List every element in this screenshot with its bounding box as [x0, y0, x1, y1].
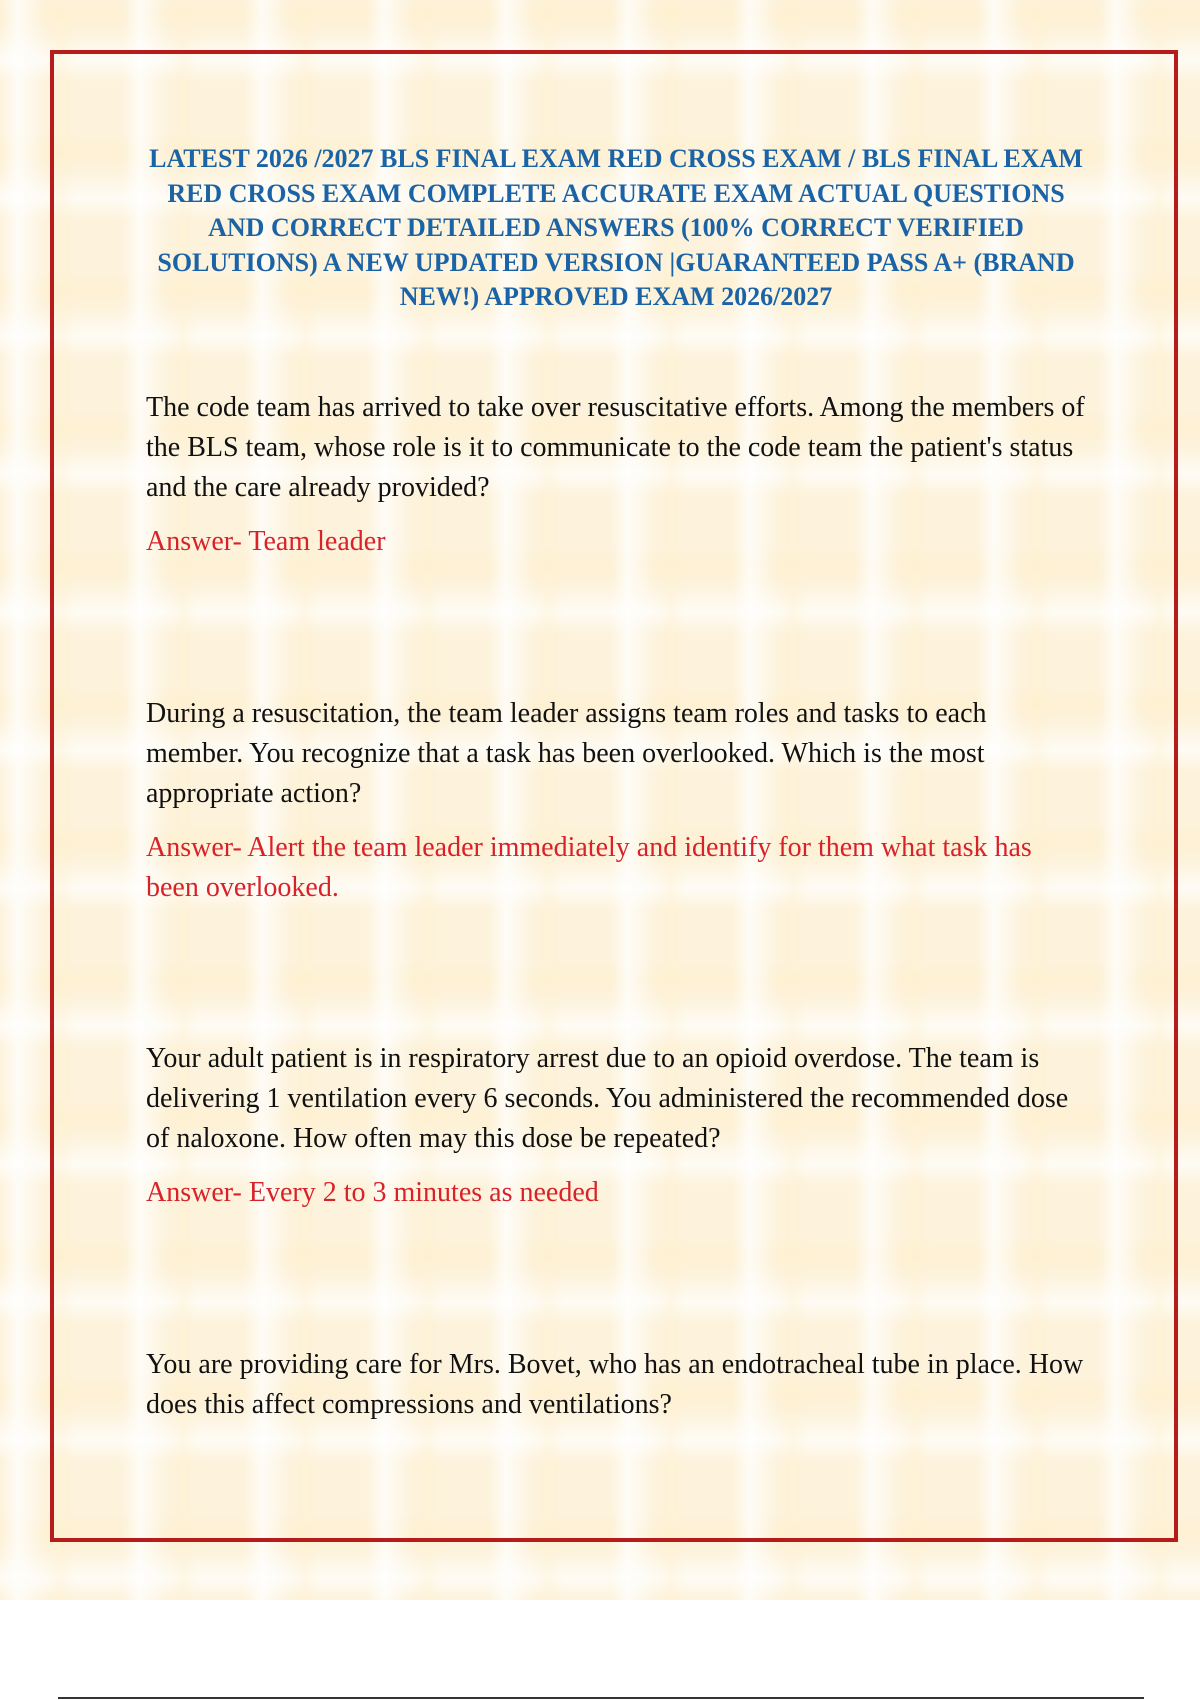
- question-text: You are providing care for Mrs. Bovet, who has an endotracheal tube in place. How does this affect compressions and ventilations?: [146, 1349, 1084, 1420]
- document-title: LATEST 2026 /2027 BLS FINAL EXAM RED CROSS EXAM / BLS FINAL EXAM RED CROSS EXAM COMPLETE ACCURATE EXAM ACTUAL QUESTIONS AND CORRECT DETAILED ANSWERS (100% CORRECT VERIFIED SOLUTIONS) A NEW UPDATED VERSION |GUARANTEED PASS A+ (BRAND NEW!) APPROVED EXAM 2026/2027: [149, 144, 1083, 311]
- footer-divider: [58, 1697, 1144, 1699]
- qa-item-1: [146, 388, 1086, 562]
- qa-item-2: [146, 694, 1086, 908]
- question-text: During a resuscitation, the team leader assigns team roles and tasks to each member. You recognize that a task has been overlooked. Which is the most appropriate action?: [146, 698, 987, 809]
- answer-text: Answer- Every 2 to 3 minutes as needed: [146, 1177, 599, 1208]
- answer-text: Answer- Alert the team leader immediately and identify for them what task has been overlooked.: [146, 832, 1032, 903]
- answer-text: Answer- Team leader: [146, 526, 386, 557]
- question-text: Your adult patient is in respiratory arrest due to an opioid overdose. The team is delivering 1 ventilation every 6 seconds. You administered the recommended dose of naloxone. How often may this dose be repeated?: [146, 1043, 1069, 1154]
- qa-item-4: [146, 1345, 1086, 1425]
- question-text: The code team has arrived to take over resuscitative efforts. Among the members of the BLS team, whose role is it to communicate to the code team the patient's status and the care already provided?: [146, 392, 1085, 503]
- qa-item-3: [146, 1039, 1086, 1213]
